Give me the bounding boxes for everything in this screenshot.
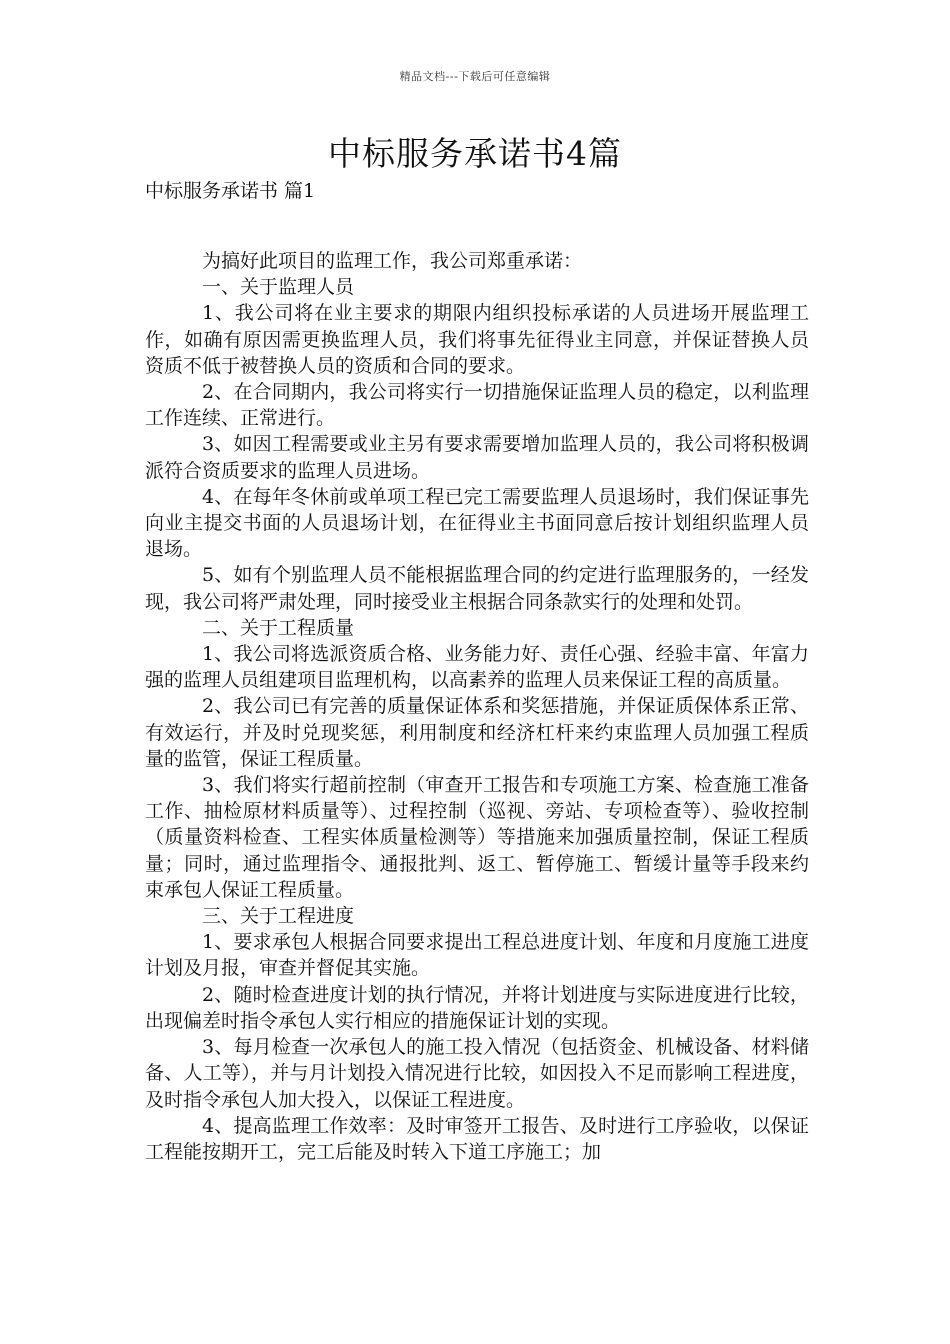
paragraph: 2、我公司已有完善的质量保证体系和奖惩措施，并保证质保体系正常、有效运行，并及时兑现奖惩，利用制度和经济杠杆来约束监理人员加强工程质量的监管，保证工程质量。 <box>145 695 809 770</box>
paragraph: 4、在每年冬休前或单项工程已完工需要监理人员退场时，我们保证事先向业主提交书面的人员退场计划，在征得业主书面同意后按计划组织监理人员退场。 <box>145 485 809 561</box>
paragraph: 5、如有个别监理人员不能根据监理合同的约定进行监理服务的，一经发现，我公司将严肃处理，同时接受业主根据合同条款实行的处理和处罚。 <box>145 564 809 613</box>
paragraph: 3、如因工程需要或业主另有要求需要增加监理人员的，我公司将积极调派符合资质要求的监理人员进场。 <box>145 433 809 482</box>
heading-personnel: 一、关于监理人员 <box>202 276 355 299</box>
heading-progress: 三、关于工程进度 <box>202 905 355 928</box>
section-title: 中标服务承诺书 篇1 <box>145 180 316 202</box>
document-body <box>145 248 809 1165</box>
paragraph: 1、我公司将选派资质合格、业务能力好、责任心强、经验丰富、年富力强的监理人员组建项目监理机构，以高素养的监理人员来保证工程的高质量。 <box>145 643 809 692</box>
paragraph: 2、在合同期内，我公司将实行一切措施保证监理人员的稳定，以利监理工作连续、正常进行。 <box>145 381 809 430</box>
header-note: 精品文档---下载后可任意编辑 <box>399 70 551 83</box>
paragraph: 4、提高监理工作效率：及时审签开工报告、及时进行工序验收，以保证工程能按期开工，完工后能及时转入下道工序施工；加 <box>145 1114 809 1163</box>
paragraph: 1、要求承包人根据合同要求提出工程总进度计划、年度和月度施工进度计划及月报，审查并督促其实施。 <box>145 931 809 980</box>
paragraph: 1、我公司将在业主要求的期限内组织投标承诺的人员进场开展监理工作，如确有原因需更换监理人员，我们将事先征得业主同意，并保证替换人员资质不低于被替换人员的资质和合同的要求。 <box>145 302 809 377</box>
paragraph: 3、每月检查一次承包人的施工投入情况（包括资金、机械设备、材料储备、人工等），并与月计划投入情况进行比较，如因投入不足而影响工程进度，及时指令承包人加大投入，以保证工程进度。 <box>145 1036 809 1111</box>
paragraph-intro: 为搞好此项目的监理工作，我公司郑重承诺： <box>202 250 583 272</box>
heading-quality: 二、关于工程质量 <box>202 616 355 639</box>
paragraph: 2、随时检查进度计划的执行情况，并将计划进度与实际进度进行比较，出现偏差时指令承包人实行相应的措施保证计划的实现。 <box>145 983 809 1032</box>
document-title: 中标服务承诺书4篇 <box>328 134 622 173</box>
paragraph: 3、我们将实行超前控制（审查开工报告和专项施工方案、检查施工准备工作、抽检原材料质量等）、过程控制（巡视、旁站、专项检查等）、验收控制（质量资料检查、工程实体质量检测等）等措施来加强质量控制，保证工程质量；同时，通过监理指令、通报批判、返工、暂停施工、暂缓计量等手段来约束承包人保证工程质量。 <box>145 774 809 901</box>
